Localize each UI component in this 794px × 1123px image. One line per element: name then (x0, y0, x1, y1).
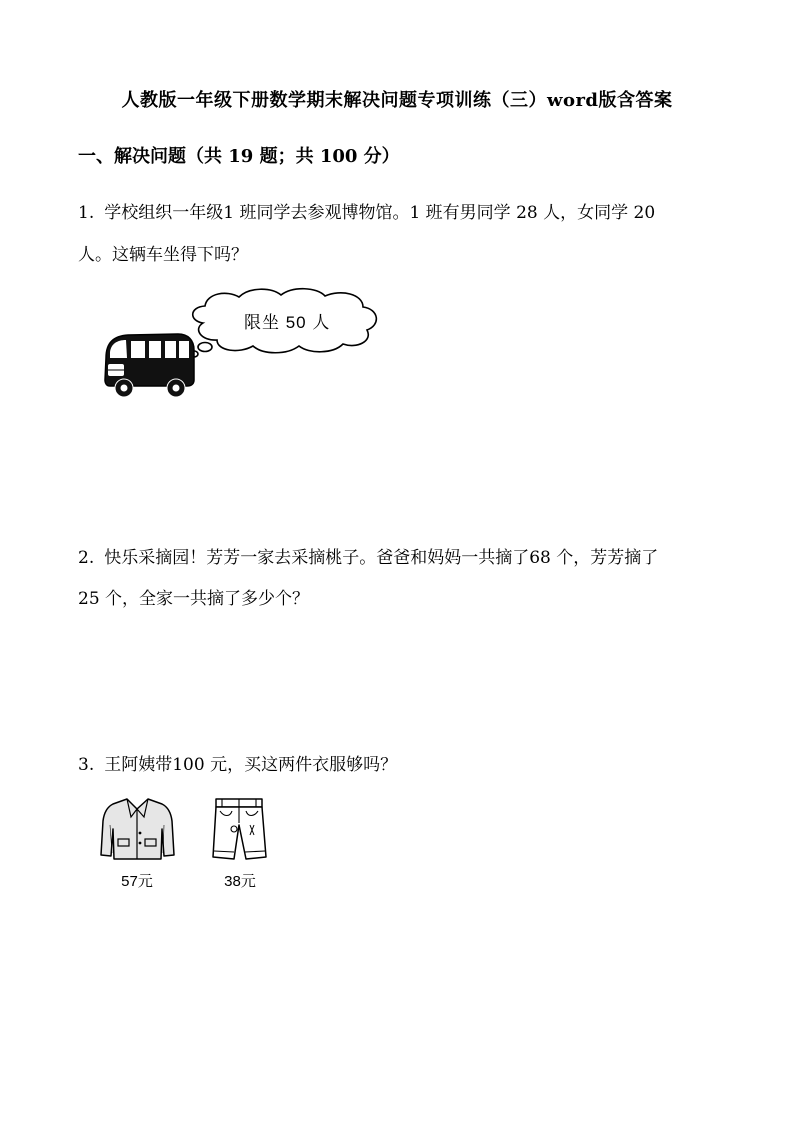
question-3-text-1: 王阿姨带100 元，买这两件衣服够吗？ (104, 755, 398, 775)
question-2-line-1 (78, 543, 658, 568)
shorts-icon (210, 795, 270, 863)
question-3-line-1 (78, 750, 397, 775)
question-1-line-1 (78, 198, 655, 223)
question-3-number: 3. (78, 755, 95, 775)
section-heading: 一、解决问题（共 19 题；共 100 分） (78, 146, 400, 167)
question-2-line-2: 25 个，全家一共摘了多少个？ (78, 589, 310, 609)
question-1-number: 1. (78, 203, 95, 223)
jacket-icon (100, 795, 175, 863)
jacket-price-label: 57元 (121, 873, 153, 890)
question-1-text-1: 学校组织一年级1 班同学去参观博物馆。1 班有男同学 28 人，女同学 20 (104, 203, 656, 223)
document-title: 人教版一年级下册数学期末解决问题专项训练（三）word版含答案 (121, 90, 673, 111)
bus-icon (100, 328, 200, 398)
question-1-line-2: 人。这辆车坐得下吗？ (78, 245, 248, 265)
bubble-seat-limit-text: 限坐 50 人 (244, 313, 331, 332)
question-2-number: 2. (78, 548, 95, 568)
question-2-text-1: 快乐采摘园！芳芳一家去采摘桃子。爸爸和妈妈一共摘了68 个，芳芳摘了 (104, 548, 659, 568)
shorts-price-label: 38元 (224, 873, 256, 890)
